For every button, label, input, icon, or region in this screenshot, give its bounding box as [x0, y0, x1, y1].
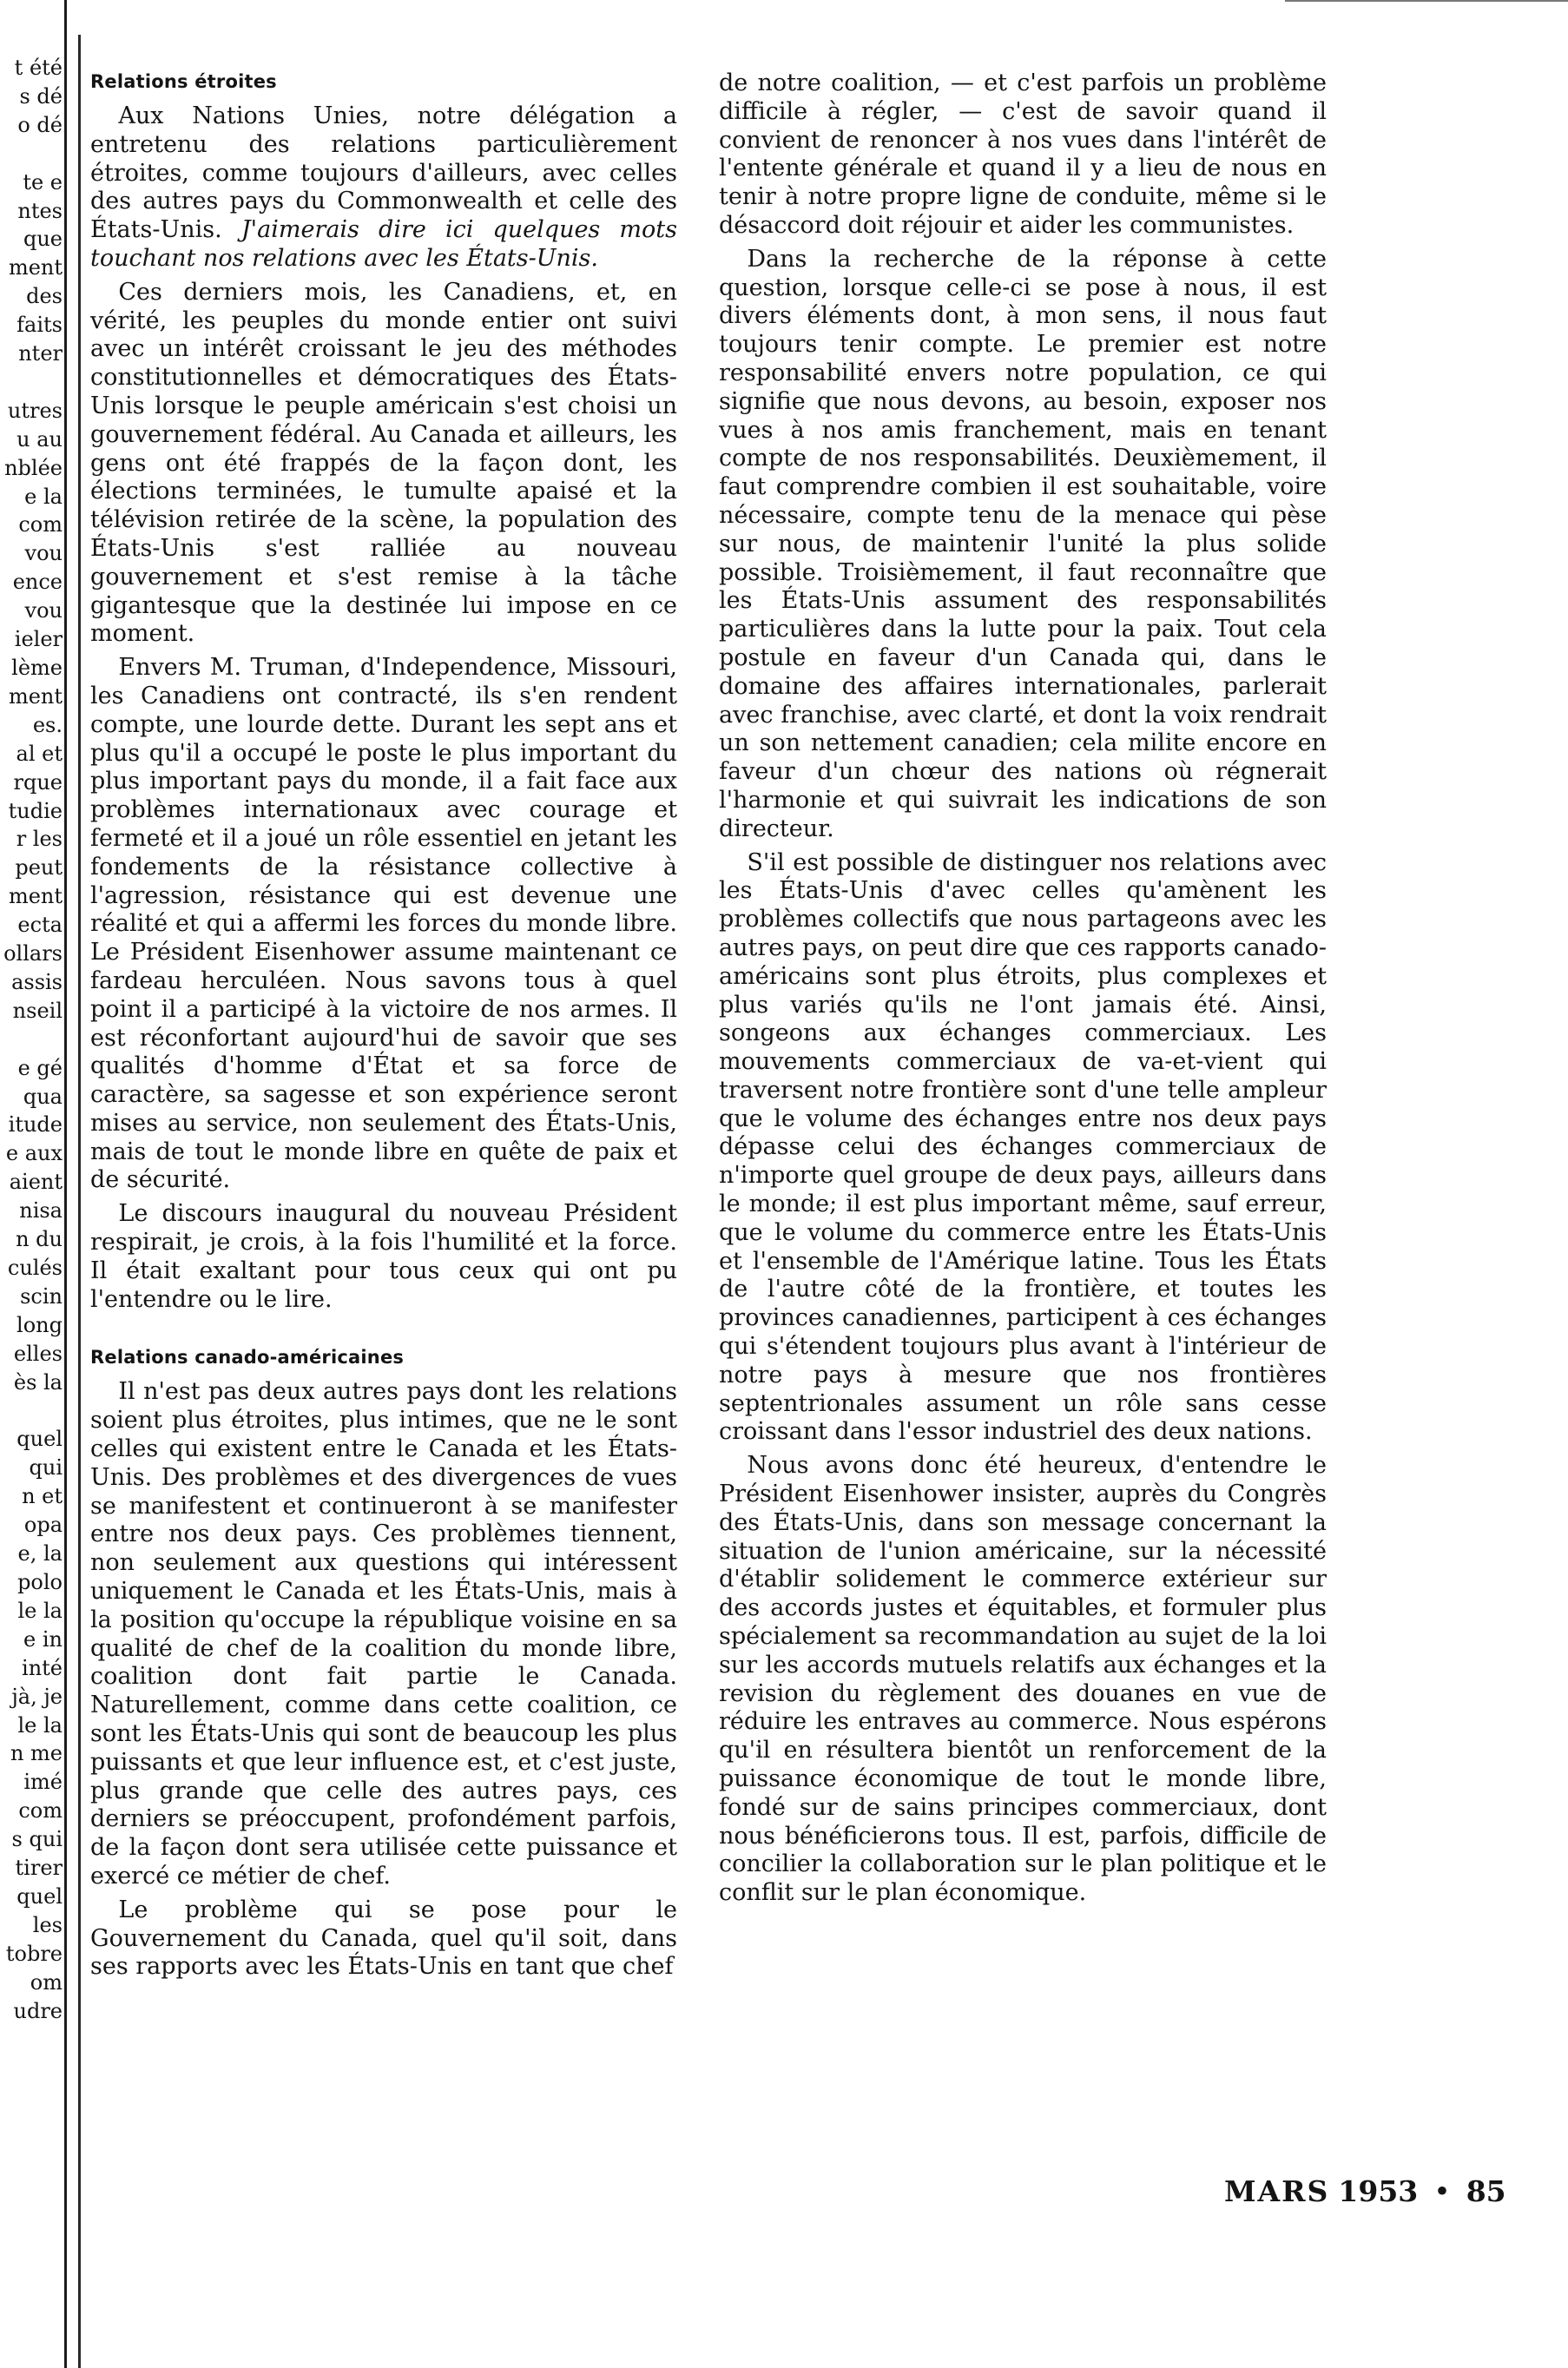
sliver-line: e, la — [17, 1541, 63, 1567]
sliver-line: te e — [23, 169, 63, 195]
facing-page-fragment — [0, 54, 63, 2138]
sliver-line: que — [23, 227, 63, 252]
sliver-line: ment — [8, 884, 63, 909]
sliver-line: assis — [11, 969, 63, 994]
sliver-line: peut — [15, 855, 63, 881]
sliver-line: elles — [13, 1341, 63, 1366]
sliver-line: qui — [29, 1455, 63, 1481]
sliver-line: imé — [23, 1770, 63, 1795]
footer-year: 1953 — [1338, 2174, 1419, 2208]
sliver-line: nseil — [12, 998, 63, 1023]
sliver-line: tobre — [5, 1941, 63, 1966]
sliver-line: itude — [8, 1112, 63, 1138]
sliver-line: com — [18, 512, 63, 538]
section-heading: Relations canado-américaines — [90, 1347, 405, 1369]
gutter-line-inner — [78, 35, 81, 2368]
paragraph: Dans la recherche de la réponse à cette question, lorsque celle-ci se pose à nous, il est divers éléments dont, à mon sens, il nous faut toujours tenir compte. Le premier est notre responsabilité envers notre population, ce qui signifie que nous devons, au besoin, exposer nos vues à nos amis franchement, mais en tenant compte de nos responsabilités. Deuxièmement, il faut comprendre combien il est souhaitable, voire nécessaire, compte tenu de la menace qui pèse sur nous, de maintenir l'unité la plus solide possible. Troisièmement, il faut reconnaître que les États-Unis assument des responsabilités particulières dans la lutte pour la paix. Tout cela postule en faveur d'un Canada qui, dans le domaine des affaires internationales, parlerait avec franchise, avec clarté, et dont la voix rendrait un son nettement canadien; cela milite encore en faveur d'un chœur des nations où régnerait l'harmonie et qui suivrait les indications de son directeur. — [719, 245, 1327, 842]
sliver-line: e la — [24, 484, 63, 509]
gutter-line — [64, 0, 67, 2368]
sliver-line: n me — [10, 1741, 63, 1766]
sliver-line: udre — [13, 1998, 63, 2023]
sliver-line: vou — [24, 598, 63, 623]
page-footer — [1224, 2174, 1511, 2209]
page-number: 85 — [1466, 2174, 1506, 2208]
paragraph: Il n'est pas deux autres pays dont les relations soient plus étroites, plus intimes, que ne le sont celles qui existent entre le Canada et les États-Unis. Des problèmes et des divergences de vues se manifestent et continueront à se manifester entre nos deux pays. Ces problèmes tiennent, non seulement aux questions qui intéressent uniquement le Canada et les États-Unis, mais à la position qu'occupe la république voisine en sa qualité de chef de la coalition du monde libre, coalition dont fait partie le Canada. Naturellement, comme dans cette coalition, ce sont les États-Unis qui sont de beaucoup les plus puissants et que leur influence est, et c'est juste, plus grande que celle des autres pays, ces derniers se préoccupent, profondément parfois, de la façon dont sera utilisée cette puissance et exercé ce métier de chef. — [90, 1378, 677, 1890]
left-column — [90, 69, 677, 1982]
sliver-line: com — [18, 1798, 63, 1824]
sliver-line: s qui — [11, 1827, 63, 1852]
sliver-line: culés — [7, 1256, 63, 1281]
sliver-line: ollars — [3, 941, 63, 966]
sliver-line: e in — [23, 1626, 63, 1652]
footer-month: MARS — [1224, 2174, 1330, 2208]
sliver-gap — [0, 1026, 63, 1054]
sliver-line: tudie — [8, 798, 63, 823]
sliver-line: n du — [16, 1227, 63, 1252]
sliver-line: les — [32, 1912, 63, 1937]
sliver-line: polo — [17, 1569, 63, 1594]
paragraph: Ces derniers mois, les Canadiens, et, en vérité, les peuples du monde entier ont suivi avec un intérêt croissant le jeu des méthodes constitutionnelles et démocratiques des États-Unis lorsque le peuple américain s'est choisi un gouvernement fédéral. Au Canada et ailleurs, les gens ont été frappés de la façon dont, les élections terminées, le tumulte apaisé et la télévision retirée de la scène, la population des États-Unis s'est ralliée au nouveau gouvernement et s'est remise à la tâche gigantesque que la destinée lui impose en ce moment. — [90, 278, 677, 648]
sliver-line: rque — [13, 769, 63, 795]
sliver-line: quel — [16, 1427, 63, 1452]
sliver-line: es. — [32, 712, 63, 737]
sliver-line: n et — [22, 1484, 63, 1509]
sliver-line: ence — [12, 570, 63, 595]
paragraph: Le discours inaugural du nouveau Président respirait, je crois, à la fois l'humilité et la force. Il était exaltant pour tous ceux qui ont pu l'entendre ou le lire. — [90, 1200, 677, 1313]
sliver-line: tirer — [15, 1856, 63, 1881]
sliver-gap — [0, 368, 63, 397]
sliver-line: nblée — [4, 455, 63, 480]
paragraph — [90, 102, 677, 274]
sliver-line: quel — [16, 1883, 63, 1909]
sliver-line: aient — [9, 1170, 63, 1195]
sliver-line: ment — [8, 255, 63, 280]
sliver-line: al et — [16, 741, 63, 766]
footer-separator: • — [1433, 2174, 1451, 2208]
sliver-line: nisa — [19, 1198, 63, 1224]
paragraph: Envers M. Truman, d'Independence, Missouri, les Canadiens ont contracté, ils s'en rendent compte, une lourde dette. Durant les sept ans et plus qu'il a occupé le poste le plus important du plus important pays du monde, il a fait face aux problèmes internationaux avec courage et fermeté et il a joué un rôle essentiel en jetant les fondements de la résistance collective à l'agression, résistance qui est devenue une réalité et qui a affermi les forces du monde libre. Le Président Eisenhower assume maintenant ce fardeau herculéen. Nous savons tous à quel point il a participé à la victoire de nos armes. Il est réconfortant aujourd'hui de savoir que ses qualités d'homme d'État et sa force de caractère, sa sagesse et son expérience seront mises au service, non seulement des États-Unis, mais de tout le monde libre en quête de paix et de sécurité. — [90, 654, 677, 1194]
sliver-line: e gé — [17, 1055, 63, 1080]
section-heading: Relations étroites — [90, 71, 277, 92]
sliver-line: vou — [24, 541, 63, 566]
paragraph-text: Aux Nations Unies, notre délégation a entretenu des relations particulièrement étroites, comme toujours d'ailleurs, avec celles des autres pays du Commonwealth et celle des États-Unis. — [90, 102, 677, 244]
sliver-line: r les — [16, 827, 63, 852]
sliver-line: qua — [23, 1084, 63, 1109]
sliver-line: u au — [16, 426, 63, 452]
sliver-gap — [0, 140, 63, 168]
sliver-line: des — [26, 284, 63, 309]
sliver-line: ès la — [13, 1369, 63, 1395]
right-column — [719, 69, 1327, 1908]
sliver-line: long — [16, 1312, 63, 1337]
sliver-line: e aux — [5, 1141, 63, 1166]
sliver-line: inté — [22, 1655, 63, 1680]
sliver-gap — [0, 1397, 63, 1426]
sliver-line: faits — [16, 313, 63, 338]
sliver-line: ment — [8, 683, 63, 709]
sliver-line: t été — [14, 56, 63, 80]
paragraph: S'il est possible de distinguer nos relations avec les États-Unis d'avec celles qu'amènent les problèmes collectifs que nous partageons avec les autres pays, on peut dire que ces rapports canado-américains sont plus étroits, plus complexes et plus variés qu'ils ne l'ont jamais été. Ainsi, songeons aux échanges commerciaux. Les mouvements commerciaux de va-et-vient qui traversent notre frontière sont d'une telle ampleur que le volume des échanges entre nos deux pays dépasse celui des échanges commerciaux de n'importe quel groupe de deux pays, ailleurs dans le monde; il est plus important même, sauf erreur, que le volume du commerce entre les États-Unis et l'ensemble de l'Amérique latine. Tous les États de l'autre côté de la frontière, et toutes les provinces canadiennes, participent à ces échanges qui s'étendent toujours plus avant à l'intérieur de notre pays à mesure que nos frontières septentrionales assument un rôle sans cesse croissant dans l'essor industriel des deux nations. — [719, 848, 1327, 1446]
sliver-line: scin — [20, 1283, 63, 1309]
sliver-line: opa — [23, 1513, 63, 1538]
sliver-line: om — [30, 1969, 63, 1995]
sliver-line: jà, je — [11, 1684, 63, 1709]
sliver-line: le la — [17, 1712, 63, 1738]
sliver-line: lème — [11, 656, 63, 680]
sliver-line: le la — [17, 1598, 63, 1623]
sliver-line: nter — [18, 341, 63, 366]
sliver-line: utres — [7, 398, 63, 423]
sliver-line: ecta — [17, 913, 63, 938]
sliver-line: s dé — [19, 83, 63, 109]
paragraph: Le problème qui se pose pour le Gouvernement du Canada, quel qu'il soit, dans ses rapports avec les États-Unis en tant que chef — [90, 1896, 677, 1981]
paragraph: Nous avons donc été heureux, d'entendre le Président Eisenhower insister, auprès du Congrès des États-Unis, dans son message concernant la situation de l'union américaine, sur la nécessité d'établir solidement le commerce extérieur sur des accords justes et équitables, et formuler plus spécialement sa recommandation au sujet de la loi sur les accords mutuels relatifs aux échanges et la revision du règlement des douanes en vue de réduire les entraves au commerce. Nous espérons qu'il en résultera bientôt un renforcement de la puissance économique de tout le monde libre, fondé sur de sains principes commerciaux, dont nous bénéficierons tous. Il est, parfois, difficile de concilier la collaboration sur le plan politique et le conflit sur le plan économique. — [719, 1452, 1327, 1907]
paragraph-italic-text: J'aimerais dire ici quelques mots touchant nos relations avec les États-Unis. — [90, 216, 677, 272]
paragraph: de notre coalition, — et c'est parfois un problème difficile à régler, — c'est de savoir quand il convient de renoncer à nos vues dans l'intérêt de l'entente générale et quand il y a lieu de nous en tenir à notre propre ligne de conduite, même si le désaccord doit réjouir et aider les communistes. — [719, 69, 1327, 239]
sliver-line: ntes — [17, 198, 63, 223]
scan-top-rule — [1285, 0, 1568, 2]
sliver-line: ieler — [14, 627, 63, 652]
sliver-line: o dé — [17, 112, 63, 137]
